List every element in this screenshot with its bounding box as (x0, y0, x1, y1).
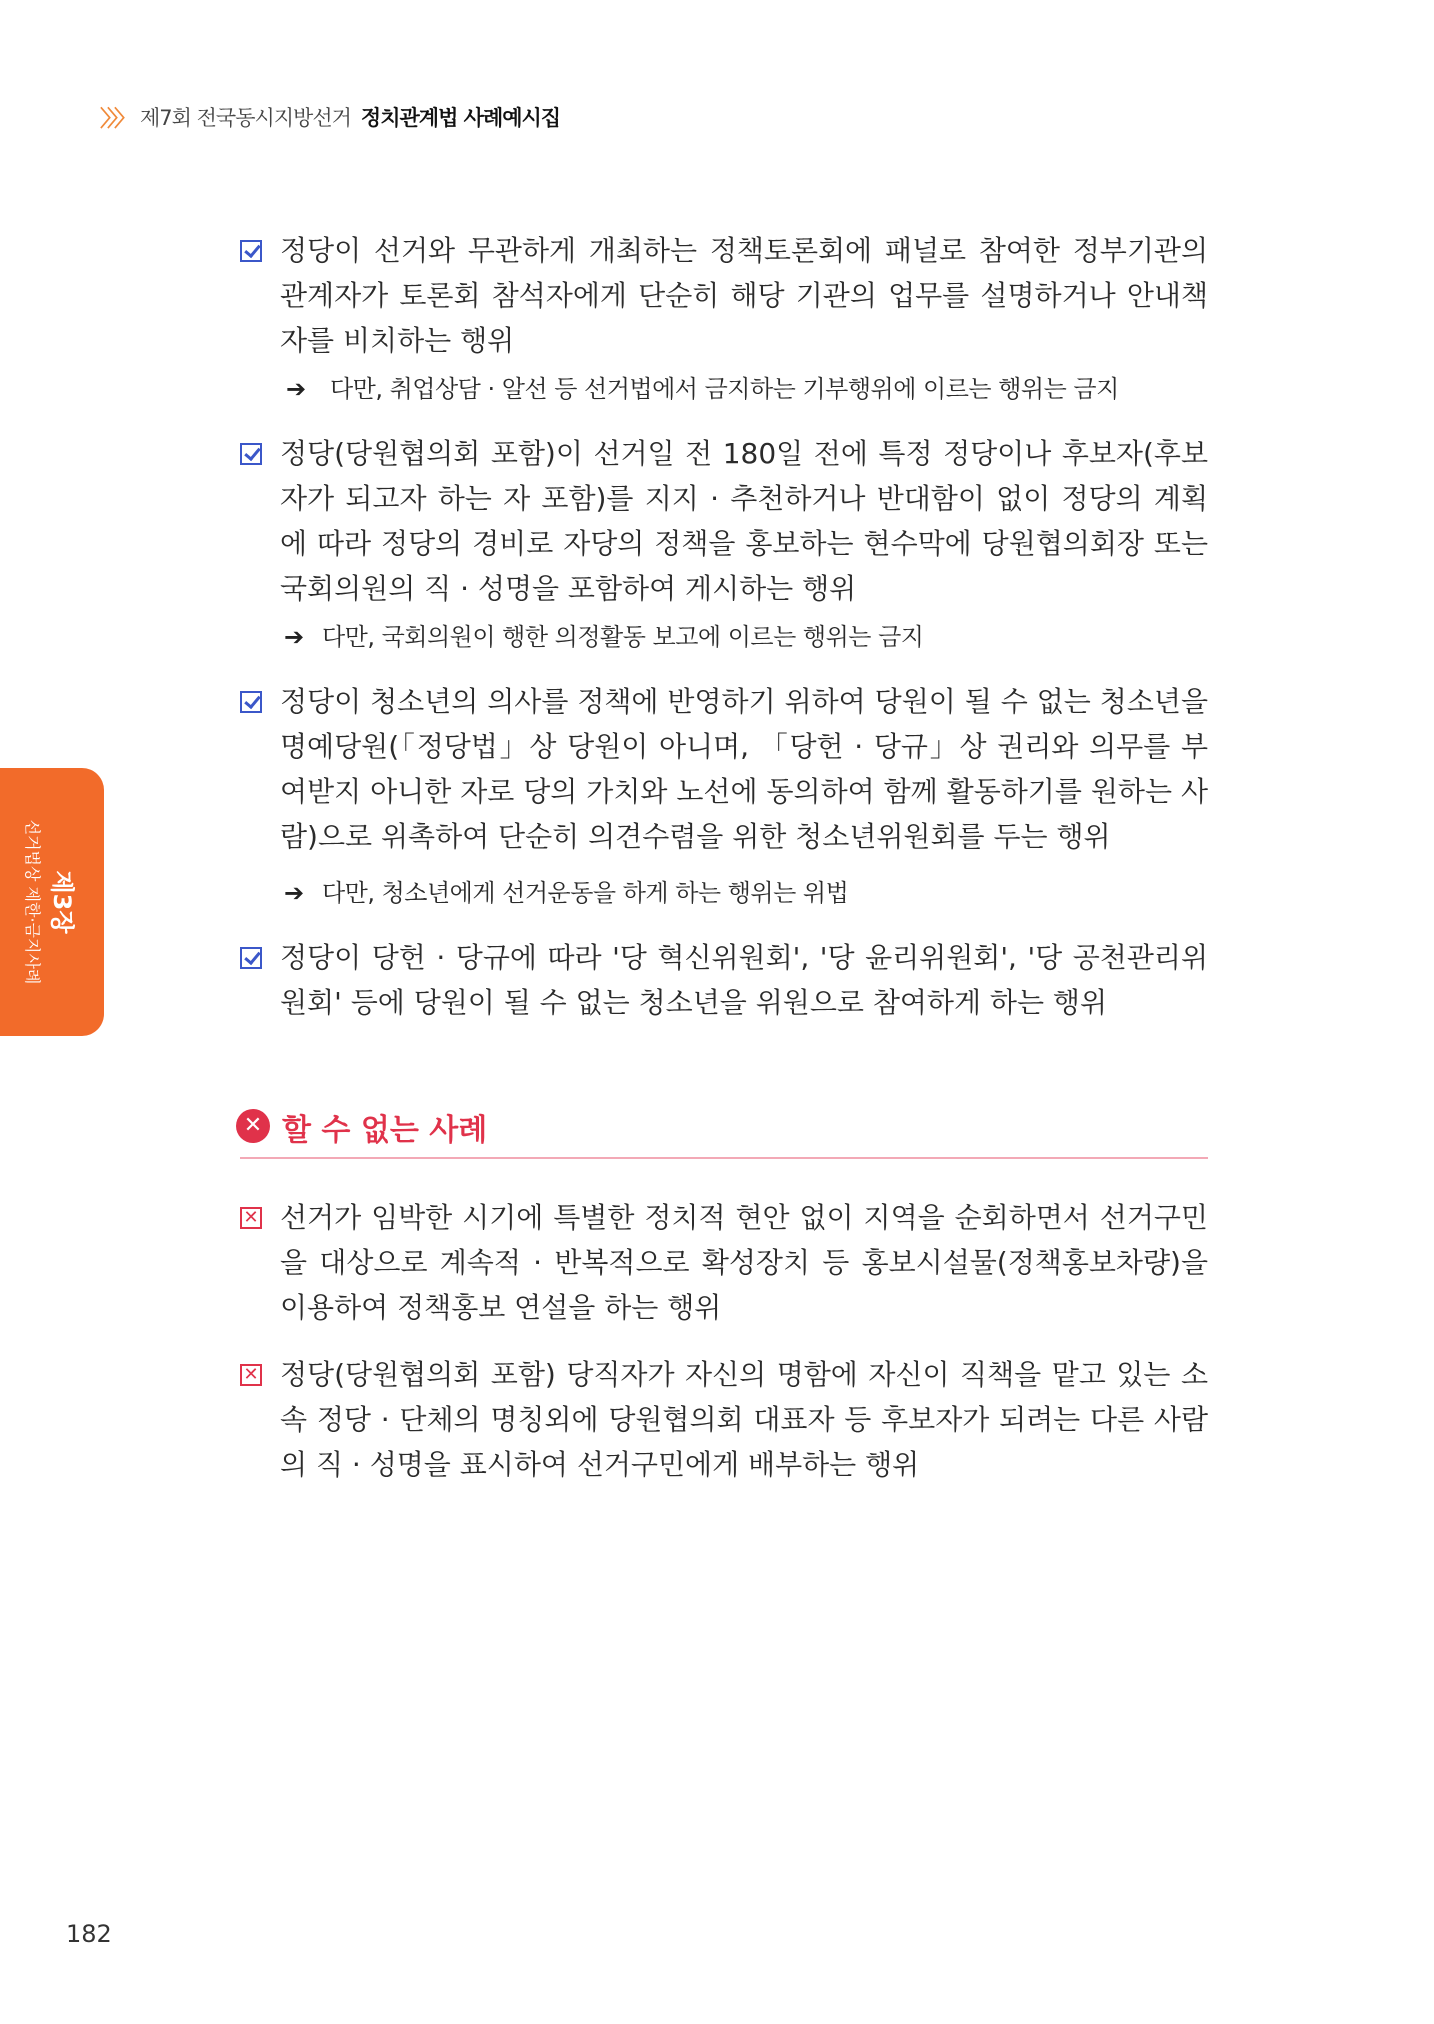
allowed-item (240, 431, 1208, 611)
header-title: 제7회 전국동시지방선거 (140, 106, 351, 130)
section-header-prohibited (240, 1101, 1208, 1159)
chapter-label: 제3장 (48, 870, 76, 934)
allowed-item (240, 935, 1208, 1025)
header-subtitle: 정치관계법 사례예시집 (360, 106, 561, 130)
prohibited-item (240, 1352, 1208, 1487)
allowed-item-text: 정당이 당헌 · 당규에 따라 '당 혁신위원회', '당 윤리위원회', '당 공천관리위원회' 등에 당원이 될 수 없는 청소년을 위원으로 참여하게 하는 행위 (280, 941, 1208, 1019)
allowed-item (240, 679, 1208, 859)
checkbox-x-icon: ✕ (240, 1364, 262, 1386)
prohibited-item (240, 1195, 1208, 1330)
arrow-right-icon: ➔ (284, 623, 304, 651)
prohibited-item-text: 선거가 임박한 시기에 특별한 정치적 현안 없이 지역을 순회하면서 선거구민을 대상으로 계속적 · 반복적으로 확성장치 등 홍보시설물(정책홍보차량)을 이용하여 정책홍보 연설을 하는 행위 (280, 1201, 1208, 1324)
chevron-icon: 〉〉〉 (100, 106, 133, 132)
item-note-text: 다만, 청소년에게 선거운동을 하게 하는 행위는 위법 (322, 879, 849, 907)
checkbox-checked-icon (240, 240, 262, 262)
checkbox-x-icon: ✕ (240, 1207, 262, 1229)
item-note-text: 다만, 국회의원이 행한 의정활동 보고에 이르는 행위는 금지 (322, 623, 924, 651)
arrow-right-icon: ➔ (286, 375, 306, 403)
x-circle-icon: ✕ (236, 1109, 270, 1143)
prohibited-item-text: 정당(당원협의회 포함) 당직자가 자신의 명함에 자신이 직책을 맡고 있는 소속 정당 · 단체의 명칭외에 당원협의회 대표자 등 후보자가 되려는 다른 사람의 직 · 성명을 표시하여 선거구민에게 배부하는 행위 (280, 1358, 1208, 1481)
allowed-item-text: 정당(당원협의회 포함)이 선거일 전 180일 전에 특정 정당이나 후보자(후보자가 되고자 하는 자 포함)를 지지 · 추천하거나 반대함이 없이 정당의 계획에 따라 정당의 경비로 자당의 정책을 홍보하는 현수막에 당원협의회장 또는 국회의원의 직 · 성명을 포함하여 게시하는 행위 (280, 437, 1208, 605)
allowed-item-text: 정당이 청소년의 의사를 정책에 반영하기 위하여 당원이 될 수 없는 청소년을 명예당원(「정당법」상 당원이 아니며, 「당헌 · 당규」상 권리와 의무를 부여받지 아니한 자로 당의 가치와 노선에 동의하여 함께 활동하기를 원하는 사람)으로 위촉하여 단순히 의견수렴을 위한 청소년위원회를 두는 행위 (280, 685, 1208, 853)
checkbox-checked-icon (240, 443, 262, 465)
item-note (240, 369, 1208, 409)
running-header (100, 100, 560, 134)
allowed-item-text: 정당이 선거와 무관하게 개최하는 정책토론회에 패널로 참여한 정부기관의 관계자가 토론회 참석자에게 단순히 해당 기관의 업무를 설명하거나 안내책자를 비치하는 행위 (280, 234, 1208, 357)
section-title: 할 수 없는 사례 (282, 1113, 488, 1148)
allowed-item (240, 228, 1208, 363)
checkbox-checked-icon (240, 691, 262, 713)
item-note (240, 873, 1208, 913)
chapter-subtitle: 선거법상 제한·금지사례 (23, 819, 42, 985)
page-content (240, 228, 1208, 1487)
checkbox-checked-icon (240, 947, 262, 969)
chapter-side-tab (0, 768, 104, 1036)
item-note-text: 다만, 취업상담 · 알선 등 선거법에서 금지하는 기부행위에 이르는 행위는 금지 (330, 375, 1119, 403)
arrow-right-icon: ➔ (284, 879, 304, 907)
page-number: 182 (66, 1920, 112, 1948)
item-note (240, 617, 1208, 657)
